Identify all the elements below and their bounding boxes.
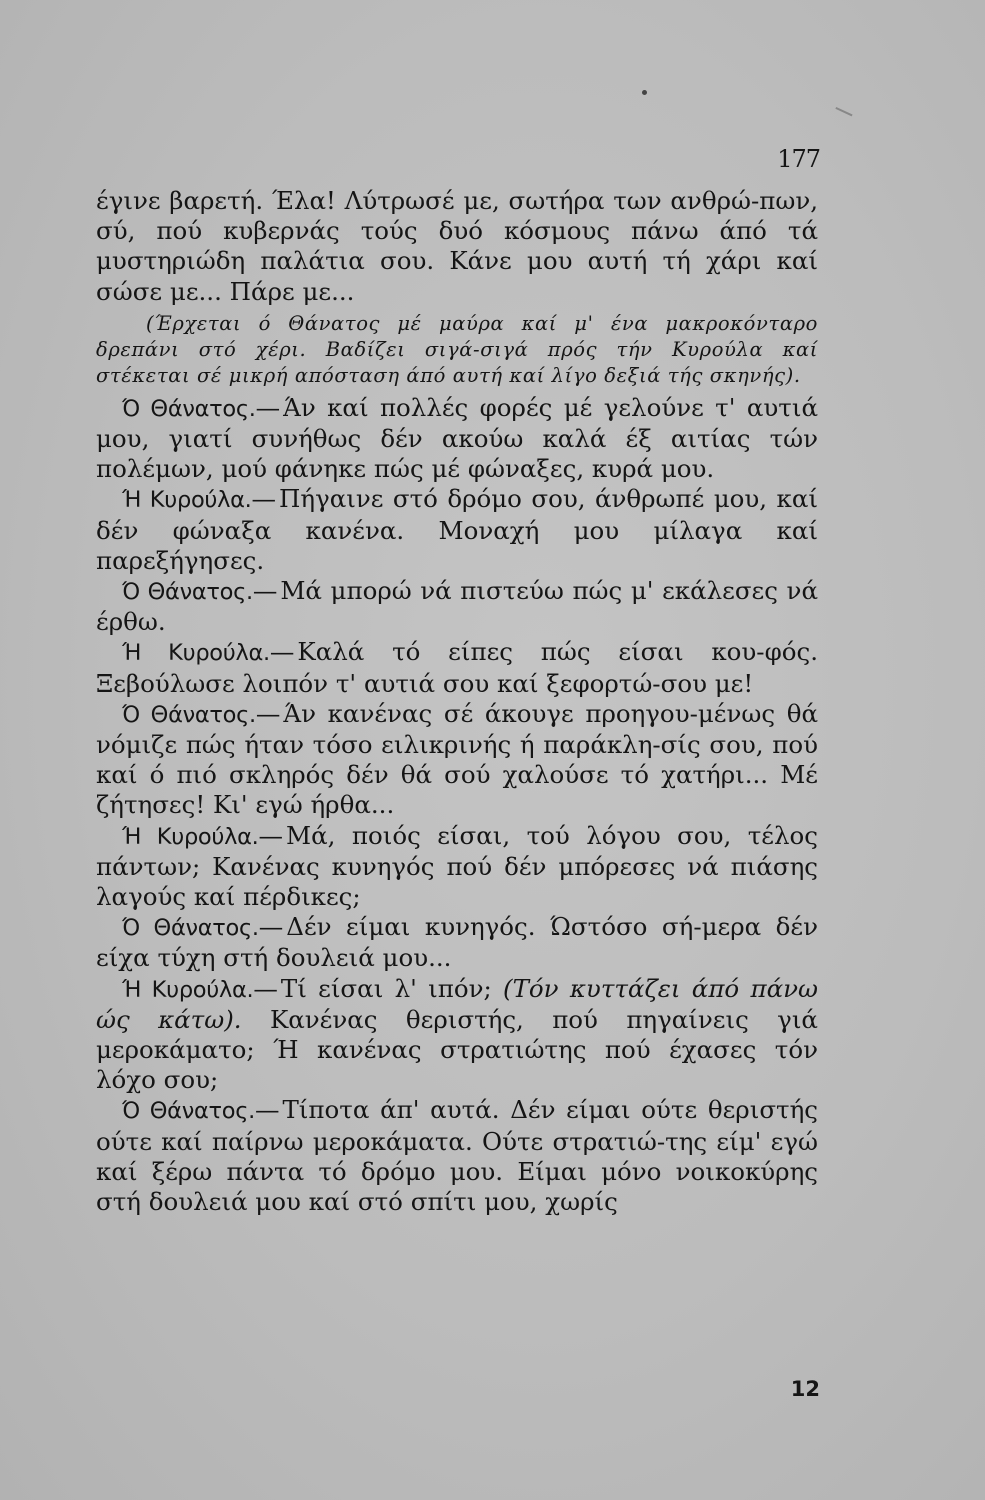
speaker-name: Ό Θάνατος. xyxy=(122,395,256,422)
dialogue-text xyxy=(96,186,818,1217)
page-mark xyxy=(829,107,852,129)
paragraph-10: Ό Θάνατος.— Τίποτα άπ' αυτά. Δέν είμαι ούτε θεριστής ούτε καί παίρνω μεροκάματα. Ούτε στρατιώ-της είμ' εγώ καί ξέρω πάντα τό δρόμο μου. Είμαι μόνο νοικοκύρης στή δουλειά μου καί στό σπίτι μου, χωρίς xyxy=(96,1095,818,1217)
speaker-name: Ό Θάνατος. xyxy=(122,915,259,942)
signature-mark: 12 xyxy=(790,1377,820,1401)
paragraph-4: Ό Θάνατος.— Μά μπορώ νά πιστεύω πώς μ' εκάλεσες νά έρθω. xyxy=(96,576,818,637)
speaker-name: Ή Κυρούλα. xyxy=(122,976,254,1003)
speaker-name: Ό Θάνατος. xyxy=(122,701,256,728)
paragraph-3: Ή Κυρούλα.— Πήγαινε στό δρόμο σου, άνθρωπέ μου, καί δέν φώναξα κανένα. Μοναχή μου μίλαγα καί παρεξήγησες. xyxy=(96,484,818,575)
speaker-name: Ό Θάνατος. xyxy=(122,579,253,606)
speaker-name: Ό Θάνατος. xyxy=(122,1098,255,1125)
paragraph-5: Ή Κυρούλα.— Καλά τό είπες πώς είσαι κου-φός. Ξεβούλωσε λοιπόν τ' αυτιά σου καί ξεφορτώ-σου με! xyxy=(96,637,818,698)
paragraph-8: Ό Θάνατος.— Δέν είμαι κυνηγός. Ώστόσο σή-μερα δέν είχα τύχη στή δουλειά μου... xyxy=(96,912,818,973)
paragraph-2: Ό Θάνατος.— Άν καί πολλές φορές μέ γελούνε τ' αυτιά μου, γιατί συνήθως δέν ακούω καλά έξ αιτίας τών πολέμων, μού φάνηκε πώς μέ φώναξες, κυρά μου. xyxy=(96,392,818,484)
paragraph-7: Ή Κυρούλα.— Μά, ποιός είσαι, τού λόγου σου, τέλος πάντων; Κανένας κυνηγός πού δέν μπόρεσες νά πιάσης λαγούς καί πέρδικες; xyxy=(96,820,818,912)
paragraph-9: Ή Κυρούλα.— Τί είσαι λ' ιπόν; (Τόν κυττάζει άπό πάνω ώς κάτω). Κανένας θεριστής, πού πηγαίνεις γιά μεροκάματο; Ή κανένας στρατιώτης πού έχασες τόν λόχο σου; xyxy=(96,973,818,1095)
speaker-name: Ή Κυρούλα. xyxy=(122,487,252,514)
stage-direction: (Έρχεται ό Θάνατος μέ μαύρα καί μ' ένα μακροκόνταρο δρεπάνι στό χέρι. Βαδίζει σιγά-σιγά πρός τήν Κυρούλα καί στέκεται σέ μικρή απόσταση άπό αυτή καί λίγο δεξιά τής σκηνής). xyxy=(96,311,818,387)
page-number: 177 xyxy=(777,145,820,173)
speaker-name: Ή Κυρούλα. xyxy=(122,823,259,850)
print-speck xyxy=(642,90,647,95)
stage-direction-inline: (Τόν κυττάζει άπό πάνω ώς κάτω). xyxy=(96,973,818,1034)
paragraph-6: Ό Θάνατος.— Άν κανένας σέ άκουγε προηγου-μένως θά νόμιζε πώς ήταν τόσο ειλικρινής ή παράκλη-σίς σου, πού καί ό πιό σκληρός δέν θά σού χαλούσε τό χατήρι... Μέ ζήτησες! Κι' εγώ ήρθα... xyxy=(96,698,818,820)
speaker-name: Ή Κυρούλα. xyxy=(122,640,270,667)
paragraph-0: έγινε βαρετή. Έλα! Λύτρωσέ με, σωτήρα των ανθρώ-πων, σύ, πού κυβερνάς τούς δυό κόσμους πάνω άπό τά μυστηριώδη παλάτια σου. Κάνε μου αυτή τή χάρι καί σώσε με... Πάρε με... xyxy=(96,186,818,306)
